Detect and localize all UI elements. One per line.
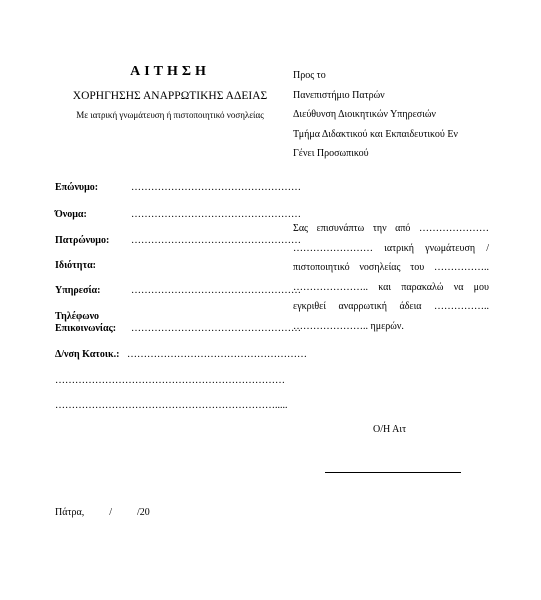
- recipient-line: Γένει Προσωπικού: [293, 148, 369, 159]
- signature-line[interactable]: [325, 472, 461, 473]
- surname-field[interactable]: [55, 182, 301, 193]
- father-name-field[interactable]: [55, 235, 301, 246]
- recipient-block: [293, 66, 458, 164]
- name-label: Όνομα:: [55, 209, 87, 220]
- father-name-blank[interactable]: ……………………………………………: [131, 235, 301, 246]
- father-name-label: Πατρώνυμο:: [55, 235, 110, 246]
- phone-label-cont: Επικοινωνίας:: [55, 323, 117, 334]
- date-line[interactable]: Πάτρα, / /20: [55, 507, 150, 518]
- surname-label: Επώνυμο:: [55, 182, 99, 193]
- applicant-signature-label: Ο/Η Αιτ: [373, 424, 407, 435]
- recipient-line: Πανεπιστήμιο Πατρών: [293, 89, 385, 101]
- address-blank-2[interactable]: ……………………………………………………………: [55, 375, 285, 386]
- recipient-line: Τμήμα Διδακτικού και Εκπαιδευτικού Εν: [293, 128, 458, 140]
- service-field[interactable]: [55, 285, 301, 296]
- service-blank[interactable]: ……………………………………………: [131, 285, 301, 296]
- phone-label: Τηλέφωνο: [55, 311, 100, 322]
- phone-field-line2[interactable]: [55, 323, 301, 334]
- recipient-line: Διεύθυνση Διοικητικών Υπηρεσιών: [293, 109, 436, 120]
- status-field[interactable]: [55, 260, 96, 271]
- address-blank[interactable]: ………………………………………………: [127, 349, 307, 360]
- request-text: Σας επισυνάπτω την από ………………… …………………… ιατρική γνωμάτευση / πιστοποιητικό νοσηλείας του …………….. ………………….. και παρακαλώ να μου εγκριθεί αναρρωτική άδεια …………….. ………………….. ημερών.: [293, 223, 489, 332]
- status-label: Ιδιότητα:: [55, 260, 96, 271]
- phone-blank[interactable]: ……………………………………………: [131, 323, 301, 334]
- name-blank[interactable]: ……………………………………………: [131, 209, 301, 220]
- form-title: ΑΙΤΗΣΗ: [130, 64, 210, 79]
- form-subtitle: ΧΟΡΗΓΗΣΗΣ ΑΝΑΡΡΩΤΙΚΗΣ ΑΔΕΙΑΣ: [72, 90, 268, 102]
- name-field[interactable]: [55, 209, 301, 220]
- form-subtitle-note: Με ιατρική γνωμάτευση ή πιστοποιητικό νοσηλείας: [76, 110, 264, 120]
- recipient-line: Προς το: [293, 70, 326, 81]
- service-label: Υπηρεσία:: [55, 285, 101, 296]
- address-field[interactable]: [55, 349, 307, 360]
- address-label: Δ/νση Κατοικ.:: [55, 349, 120, 360]
- address-blank-3[interactable]: ………………………………………………………….....: [55, 400, 288, 411]
- surname-blank[interactable]: ……………………………………………: [131, 182, 301, 193]
- phone-field[interactable]: [55, 311, 99, 322]
- address-line-3[interactable]: [55, 400, 288, 411]
- address-line-2[interactable]: [55, 375, 285, 386]
